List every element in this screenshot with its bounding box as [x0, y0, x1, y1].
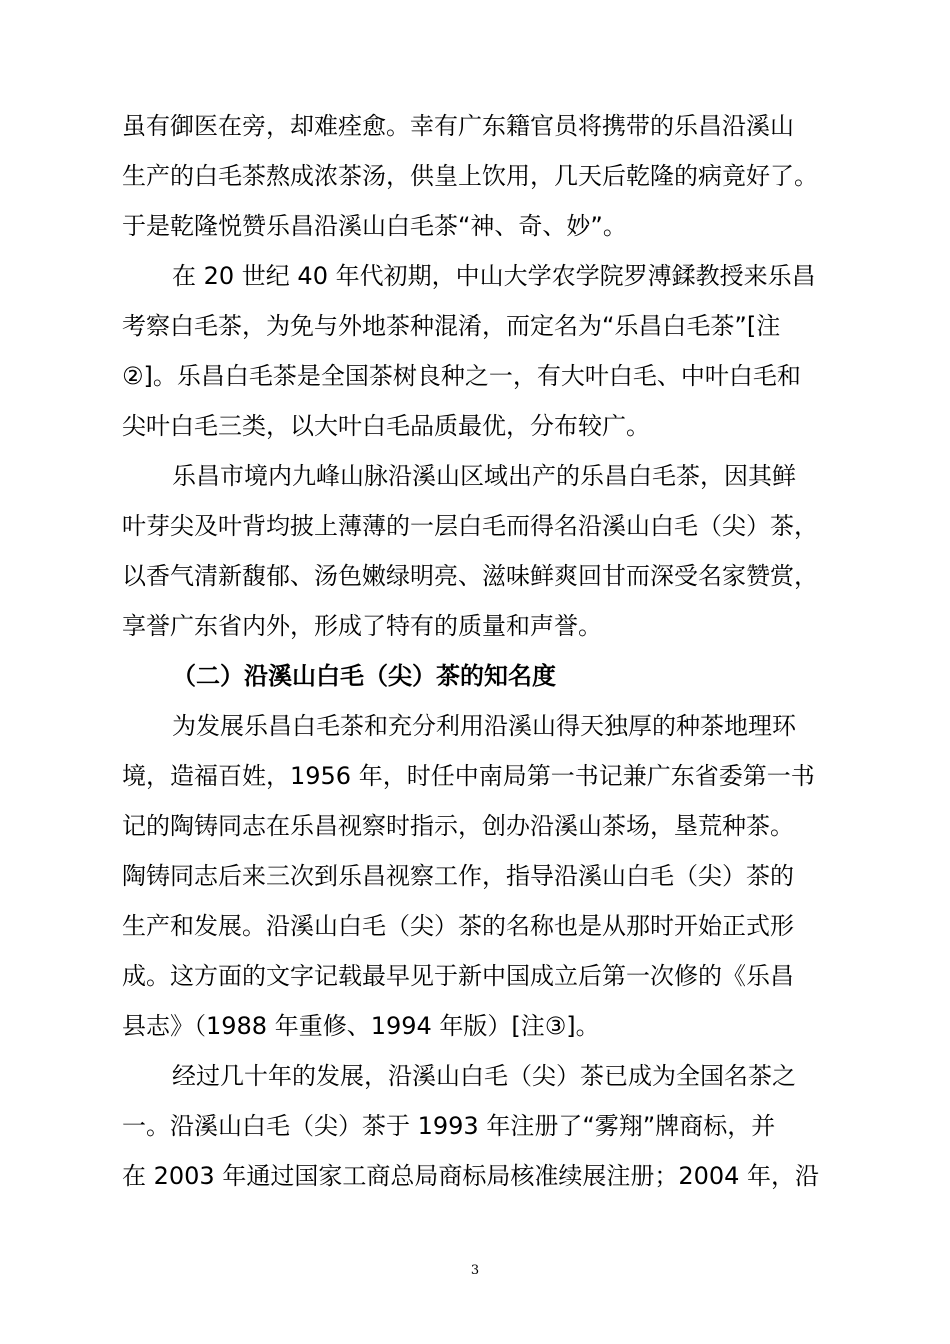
- text-line: 成。这方面的文字记载最早见于新中国成立后第一次修的《乐昌: [122, 962, 794, 990]
- text-line: 尖叶白毛三类，以大叶白毛品质最优，分布较广。: [122, 412, 650, 440]
- text-line: 在 2003 年通过国家工商总局商标局核准续展注册；2004 年，沿: [122, 1162, 820, 1190]
- page-number: 3: [470, 1263, 480, 1278]
- text-line: 陶铸同志后来三次到乐昌视察工作，指导沿溪山白毛（尖）茶的: [122, 862, 794, 890]
- paragraph-first-line: 乐昌市境内九峰山脉沿溪山区域出产的乐昌白毛茶，因其鲜: [172, 462, 796, 490]
- text-line: 于是乾隆悦赞乐昌沿溪山白毛茶“神、奇、妙”。: [122, 212, 627, 240]
- text-line: 虽有御医在旁，却难痊愈。幸有广东籍官员将携带的乐昌沿溪山: [122, 112, 794, 140]
- text-line: 以香气清新馥郁、汤色嫩绿明亮、滋味鲜爽回甘而深受名家赞赏，: [122, 562, 818, 590]
- text-line: 记的陶铸同志在乐昌视察时指示，创办沿溪山茶场，垦荒种茶。: [122, 812, 794, 840]
- paragraph-first-line: 在 20 世纪 40 年代初期，中山大学农学院罗溥鍒教授来乐昌: [172, 262, 816, 290]
- text-line: 生产和发展。沿溪山白毛（尖）茶的名称也是从那时开始正式形: [122, 912, 794, 940]
- text-line: 生产的白毛茶熬成浓茶汤，供皇上饮用，几天后乾隆的病竟好了。: [122, 162, 818, 190]
- text-line: 境，造福百姓，1956 年，时任中南局第一书记兼广东省委第一书: [122, 762, 815, 790]
- text-line: ②]。乐昌白毛茶是全国茶树良种之一，有大叶白毛、中叶白毛和: [122, 362, 801, 390]
- paragraph-first-line: 经过几十年的发展，沿溪山白毛（尖）茶已成为全国名茶之: [172, 1062, 796, 1090]
- text-line: 享誉广东省内外，形成了特有的质量和声誉。: [122, 612, 602, 640]
- paragraph-first-line: 为发展乐昌白毛茶和充分利用沿溪山得天独厚的种茶地理环: [172, 712, 796, 740]
- text-line: 县志》（1988 年重修、1994 年版）[注③]。: [122, 1012, 600, 1040]
- text-line: 叶芽尖及叶背均披上薄薄的一层白毛而得名沿溪山白毛（尖）茶，: [122, 512, 818, 540]
- text-line: 一。沿溪山白毛（尖）茶于 1993 年注册了“雾翔”牌商标，并: [122, 1112, 776, 1140]
- section-heading: （二）沿溪山白毛（尖）茶的知名度: [172, 662, 556, 690]
- text-line: 考察白毛茶，为免与外地茶种混淆，而定名为“乐昌白毛茶”[注: [122, 312, 781, 340]
